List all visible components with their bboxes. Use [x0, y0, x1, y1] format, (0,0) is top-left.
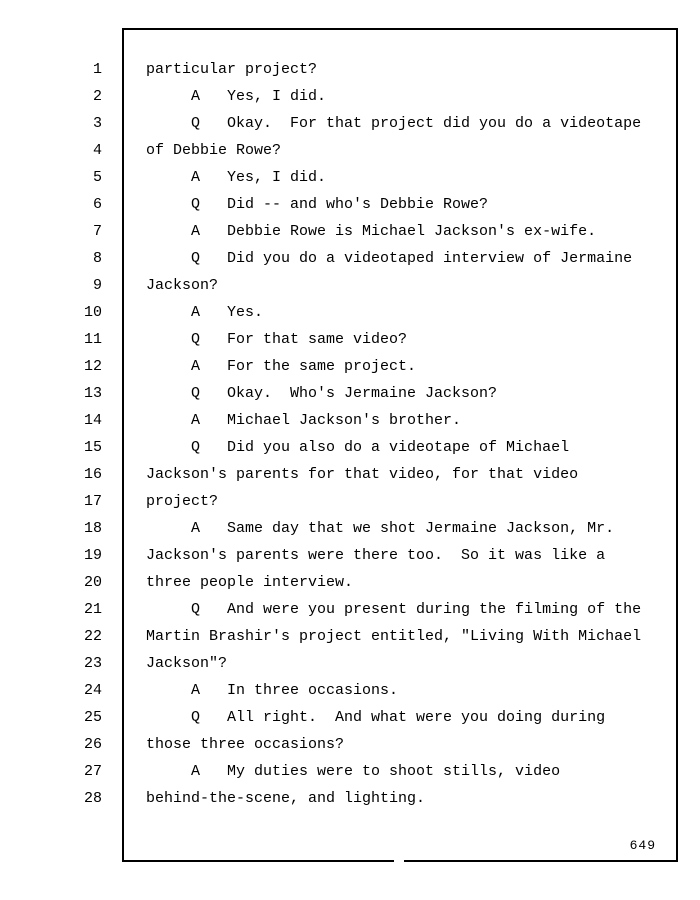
line-number: 20	[83, 574, 102, 591]
line-number: 14	[83, 412, 102, 429]
line-number: 22	[83, 628, 102, 645]
transcript-line: project?	[146, 493, 219, 510]
transcript-line: A Yes, I did.	[146, 88, 327, 105]
page-number: 649	[629, 838, 656, 853]
transcript-line: of Debbie Rowe?	[146, 142, 282, 159]
line-number: 9	[92, 277, 102, 294]
line-number: 2	[92, 88, 102, 105]
line-number: 24	[83, 682, 102, 699]
line-number: 7	[92, 223, 102, 240]
transcript-line: Martin Brashir's project entitled, "Living With Michael	[146, 628, 642, 645]
line-number: 21	[83, 601, 102, 618]
transcript-line: A Debbie Rowe is Michael Jackson's ex-wife.	[146, 223, 597, 240]
transcript-line: Jackson?	[146, 277, 219, 294]
line-number: 18	[83, 520, 102, 537]
transcript-line: A For the same project.	[146, 358, 417, 375]
transcript-line: Q All right. And what were you doing during	[146, 709, 606, 726]
line-number: 6	[92, 196, 102, 213]
line-number: 19	[83, 547, 102, 564]
line-number: 3	[92, 115, 102, 132]
transcript-line: Q For that same video?	[146, 331, 408, 348]
line-number: 15	[83, 439, 102, 456]
transcript-line: Q Did -- and who's Debbie Rowe?	[146, 196, 489, 213]
transcript-line: behind-the-scene, and lighting.	[146, 790, 426, 807]
line-number: 17	[83, 493, 102, 510]
line-number: 1	[92, 61, 102, 78]
transcript-line: A My duties were to shoot stills, video	[146, 763, 561, 780]
transcript-line: Jackson's parents were there too. So it was like a	[146, 547, 606, 564]
transcript-line: Q And were you present during the filming of the	[146, 601, 642, 618]
line-number: 8	[92, 250, 102, 267]
page-border-bottom-right	[404, 860, 678, 862]
line-number: 28	[83, 790, 102, 807]
page-border-left	[122, 28, 124, 862]
transcript-line: Q Did you also do a videotape of Michael	[146, 439, 570, 456]
transcript-line: three people interview.	[146, 574, 354, 591]
line-number: 16	[83, 466, 102, 483]
page-border-bottom-left	[122, 860, 394, 862]
line-number: 10	[83, 304, 102, 321]
line-number: 27	[83, 763, 102, 780]
line-number: 26	[83, 736, 102, 753]
line-number: 4	[92, 142, 102, 159]
line-number: 5	[92, 169, 102, 186]
transcript-line: A Same day that we shot Jermaine Jackson, Mr.	[146, 520, 615, 537]
transcript-line: Jackson's parents for that video, for that video	[146, 466, 579, 483]
line-number: 13	[83, 385, 102, 402]
page-border-top	[122, 28, 678, 30]
transcript-line: Q Okay. Who's Jermaine Jackson?	[146, 385, 498, 402]
transcript-line: Q Okay. For that project did you do a videotape	[146, 115, 642, 132]
line-number: 11	[83, 331, 102, 348]
transcript-line: A Yes, I did.	[146, 169, 327, 186]
transcript-text	[146, 56, 670, 812]
transcript-line: A Michael Jackson's brother.	[146, 412, 462, 429]
transcript-line: those three occasions?	[146, 736, 345, 753]
line-number: 25	[83, 709, 102, 726]
page-border-right	[676, 28, 678, 862]
transcript-line: Jackson"?	[146, 655, 228, 672]
line-number: 23	[83, 655, 102, 672]
line-number: 12	[83, 358, 102, 375]
line-number-column	[60, 56, 102, 812]
transcript-line: particular project?	[146, 61, 318, 78]
transcript-line: A In three occasions.	[146, 682, 399, 699]
transcript-line: Q Did you do a videotaped interview of Jermaine	[146, 250, 633, 267]
transcript-line: A Yes.	[146, 304, 264, 321]
